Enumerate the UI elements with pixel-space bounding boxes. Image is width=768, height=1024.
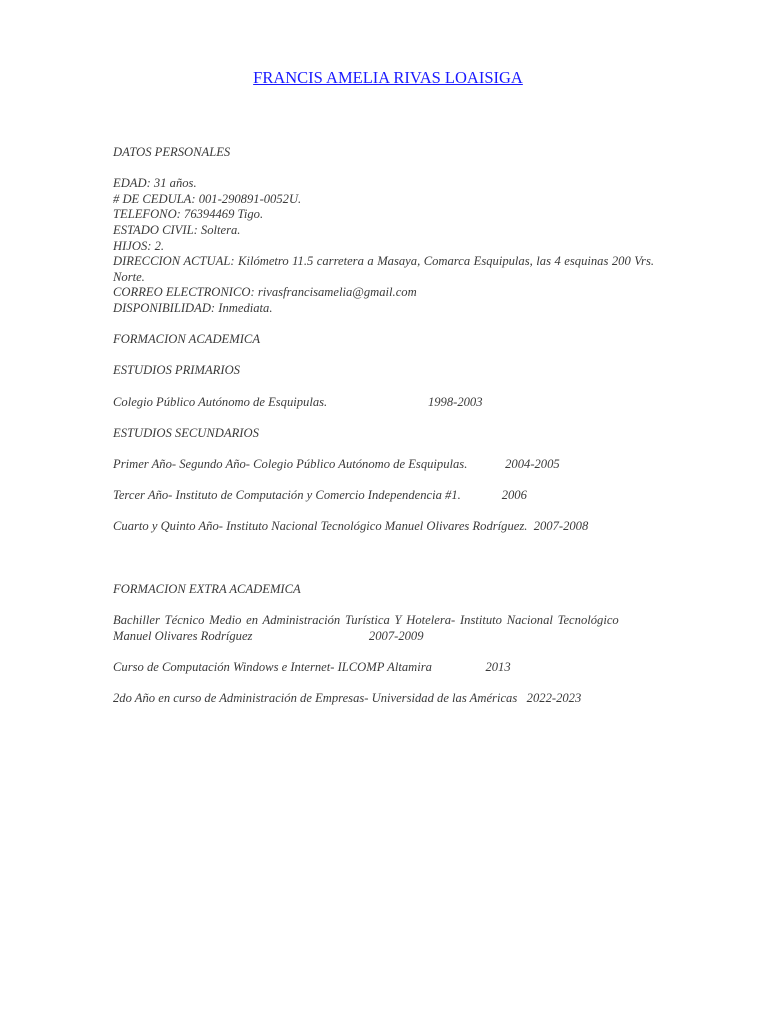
- telefono-line: TELEFONO: 76394469 Tigo.: [113, 207, 264, 222]
- subheading-estudios-secundarios: ESTUDIOS SECUNDARIOS: [113, 425, 259, 440]
- extra-entry-1b: Manuel Olivares Rodríguez 2007-2009: [113, 628, 424, 643]
- cedula-line: # DE CEDULA: 001-290891-0052U.: [113, 191, 302, 206]
- section-heading-formacion-academica: FORMACION ACADEMICA: [113, 332, 261, 347]
- secundario-entry-2: Tercer Año- Instituto de Computación y Comercio Independencia #1. 2006: [113, 488, 527, 503]
- extra-entry-3: 2do Año en curso de Administración de Empresas- Universidad de las Américas 2022-2023: [113, 691, 582, 705]
- correo-line: CORREO ELECTRONICO: rivasfrancisamelia@gmail.com: [113, 285, 417, 300]
- extra-entry-2: Curso de Computación Windows e Internet- ILCOMP Altamira 2013: [113, 659, 511, 674]
- direccion-line: DIRECCION ACTUAL: Kilómetro 11.5 carretera a Masaya, Comarca Esquipulas, las 4 esquinas 200 Vrs. Norte.: [113, 254, 654, 284]
- edad-line: EDAD: 31 años.: [113, 176, 197, 191]
- section-heading-datos-personales: DATOS PERSONALES: [113, 145, 231, 159]
- extra-entry-1a: Bachiller Técnico Medio en Administración Turística Y Hotelera- Instituto Nacional Tecnológico: [113, 613, 619, 628]
- estado-civil-line: ESTADO CIVIL: Soltera.: [113, 222, 241, 237]
- page-title[interactable]: FRANCIS AMELIA RIVAS LOAISIGA: [253, 68, 523, 87]
- secundario-entry-1: Primer Año- Segundo Año- Colegio Público Autónomo de Esquipulas. 2004-2005: [113, 456, 560, 471]
- disponibilidad-line: DISPONIBILIDAD: Inmediata.: [113, 300, 273, 315]
- section-heading-formacion-extra: FORMACION EXTRA ACADEMICA: [113, 581, 301, 596]
- resume-body: [113, 145, 654, 707]
- hijos-line: HIJOS: 2.: [113, 238, 165, 253]
- primario-entry: Colegio Público Autónomo de Esquipulas. 1998-2003: [113, 394, 483, 409]
- secundario-entry-3: Cuarto y Quinto Año- Instituto Nacional Tecnológico Manuel Olivares Rodríguez. 2007-2008: [113, 519, 589, 534]
- subheading-estudios-primarios: ESTUDIOS PRIMARIOS: [113, 363, 240, 378]
